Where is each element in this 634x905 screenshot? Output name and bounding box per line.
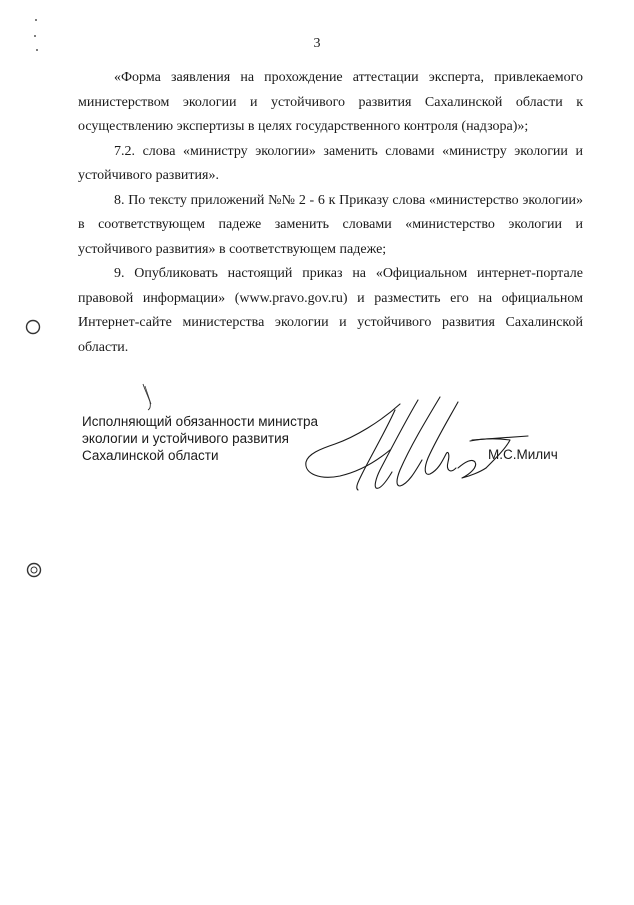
ink-stroke-icon — [140, 382, 154, 412]
document-body — [78, 66, 583, 360]
position-line-2: экологии и устойчивого развития — [82, 431, 289, 446]
page-number: 3 — [313, 36, 321, 51]
paragraph-9: 9. Опубликовать настоящий приказ на «Официальном интернет-портале правовой информации» (www.pravo.gov.ru) и разместить его на официальном Интернет-сайте министерства экологии и устойчивого развития Сахалинской области. — [78, 266, 583, 355]
binding-hole-mark-icon — [25, 561, 43, 579]
binding-hole-mark-icon — [24, 318, 42, 336]
paragraph-7-2: 7.2. слова «министру экологии» заменить словами «министру экологии и устойчивого развития». — [78, 143, 583, 183]
handwritten-signature — [300, 392, 530, 502]
signatory-position — [82, 413, 318, 464]
scan-speck-icon — [30, 16, 42, 56]
position-line-3: Сахалинской области — [82, 448, 219, 463]
signer-name: М.С.Милич — [488, 447, 558, 462]
paragraph-form-title: «Форма заявления на прохождение аттестации эксперта, привлекаемого министерством экологии и устойчивого развития Сахалинской области к осуществлению экспертизы в целях государственного контроля (надзора)»; — [78, 70, 583, 134]
paragraph-8: 8. По тексту приложений №№ 2 - 6 к Приказу слова «министерство экологии» в соответствующем падеже заменить словами «министерство экологии и устойчивого развития» в соответствующем падеже; — [78, 192, 583, 257]
position-line-1: Исполняющий обязанности министра — [82, 414, 319, 429]
